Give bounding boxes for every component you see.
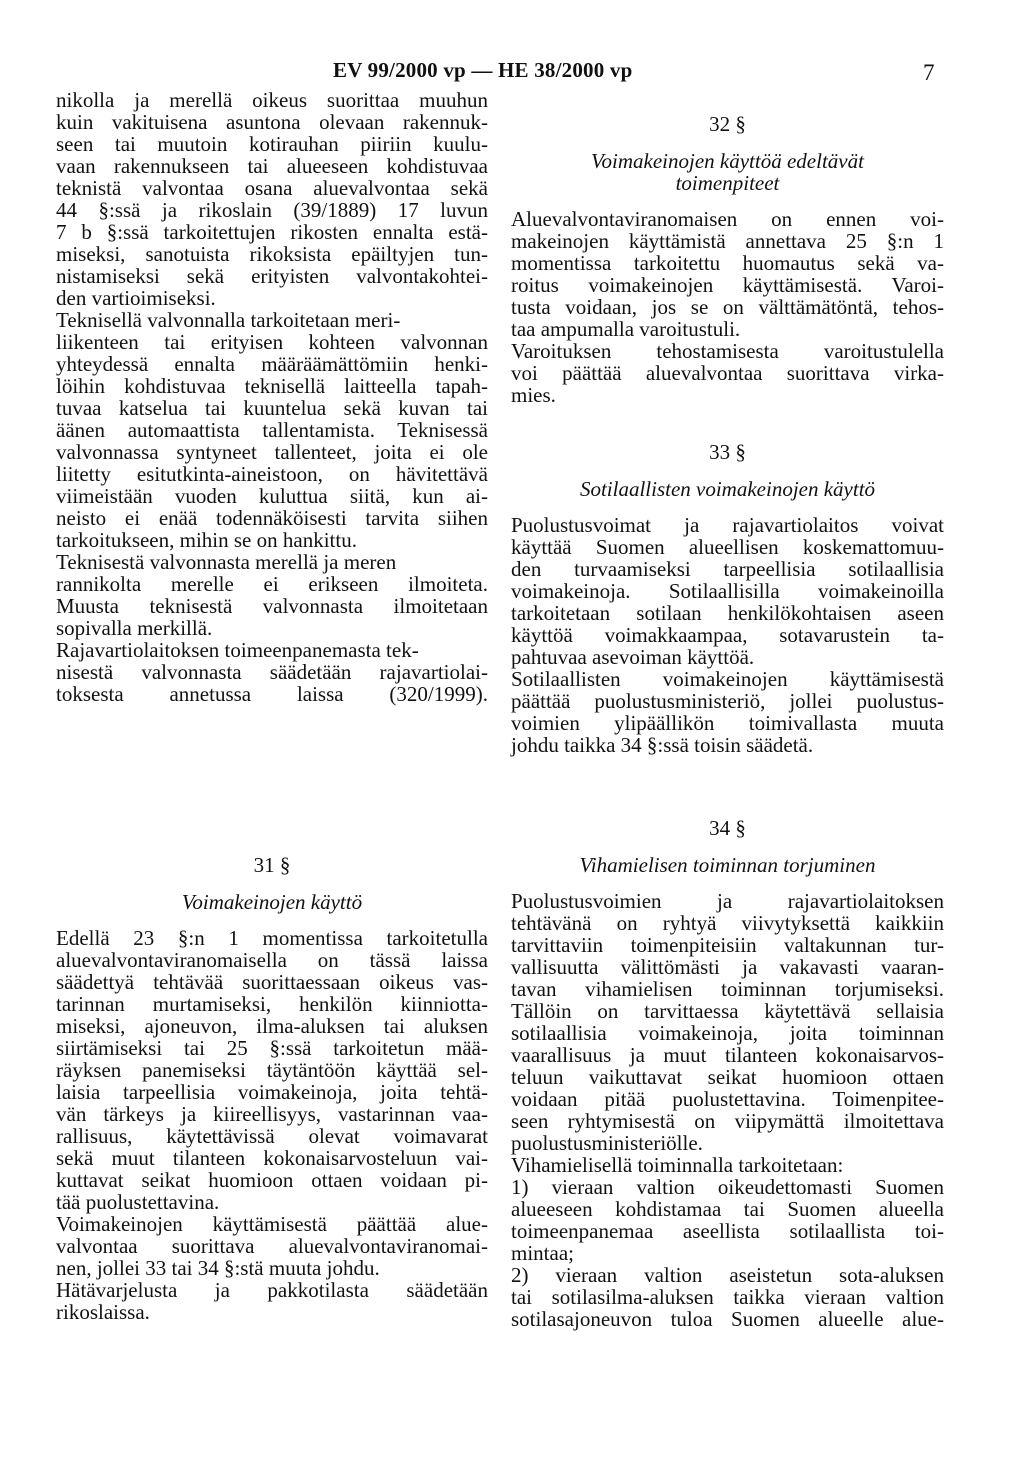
- text-line: voimien ylipäällikön toimivallasta muuta: [511, 711, 944, 735]
- text-line: aluevalvontaviranomaisella on tässä laissa: [56, 948, 488, 972]
- text-line: löihin kohdistuvaa teknisellä laitteella tapah-: [56, 374, 488, 398]
- text-line: liitetty esitutkinta-aineistoon, on hävitettävä: [56, 462, 488, 486]
- text-line: Muusta teknisestä valvonnasta ilmoitetaan: [56, 594, 488, 618]
- text-line: valvonnassa syntyneet tallenteet, joita ei ole: [56, 440, 488, 464]
- text-line: roitus voimakeinojen käyttämisestä. Varoi-: [511, 273, 944, 297]
- section-33-number: 33 §: [709, 440, 746, 464]
- text-line: päättää puolustusministeriö, jollei puolustus-: [511, 689, 944, 713]
- text-line: toksesta annetussa laissa (320/1999).: [56, 682, 488, 706]
- text-line: 2) vieraan valtion aseistetun sota-aluksen: [511, 1263, 944, 1287]
- text-line: alueeseen kohdistamaa tai Suomen alueella: [511, 1197, 944, 1221]
- text-line: nisestä valvonnasta säädetään rajavartiolai-: [56, 660, 488, 684]
- text-line: Sotilaallisten voimakeinojen käyttämisestä: [511, 667, 944, 691]
- text-line: tarkoitetaan sotilaan henkilökohtaisen aseen: [511, 601, 944, 625]
- text-line: Voimakeinojen käyttämisestä päättää alue-: [56, 1212, 488, 1236]
- text-line: Hätävarjelusta ja pakkotilasta säädetään: [56, 1278, 488, 1302]
- text-line: laisia tarpeellisia voimakeinoja, joita tehtä-: [56, 1080, 488, 1104]
- text-line: kuin vakituisena asuntona olevaan rakennuk-: [56, 110, 488, 134]
- text-line: momentissa tarkoitettu huomautus sekä va-: [511, 251, 944, 275]
- text-line: viimeistään vuoden kuluttua siitä, kun ai-: [56, 484, 488, 508]
- section-33-body: [511, 514, 944, 756]
- text-line: seen tai muutoin kotirauhan piiriin kuulu-: [56, 132, 488, 156]
- text-line: Vihamielisellä toiminnalla tarkoitetaan:: [511, 1153, 844, 1177]
- text-line: 44 §:ssä ja rikoslain (39/1889) 17 luvun: [56, 198, 488, 222]
- section-32-number: 32 §: [709, 112, 746, 136]
- text-line: miseksi, sanotuista rikoksista epäiltyjen tun-: [56, 242, 488, 266]
- text-line: puolustusministeriölle.: [511, 1131, 703, 1155]
- section-34: [511, 816, 944, 1330]
- text-line: vaarallisuus ja muut tilanteen kokonaisarvos-: [511, 1043, 944, 1067]
- text-line: seen ryhtymisestä on viipymättä ilmoitettava: [511, 1109, 944, 1133]
- text-line: voi päättää aluevalvontaa suorittava virka-: [511, 361, 944, 385]
- text-line: räyksen panemiseksi täytäntöön käyttää sel-: [56, 1058, 488, 1082]
- text-line: nikolla ja merellä oikeus suorittaa muuhun: [56, 88, 488, 112]
- text-line: sopivalla merkillä.: [56, 616, 213, 640]
- text-line: Rajavartiolaitoksen toimeenpanemasta tek-: [56, 638, 419, 662]
- text-line: neisto ei enää todennäköisesti tarvita siihen: [56, 506, 488, 530]
- right-column: [511, 112, 944, 1330]
- text-line: tusta voidaan, jos se on välttämätöntä, tehos-: [511, 295, 944, 319]
- text-line: Puolustusvoimat ja rajavartiolaitos voivat: [511, 513, 944, 537]
- text-line: sotilaallisia voimakeinoja, joita toiminnan: [511, 1021, 944, 1045]
- text-line: mies.: [511, 383, 556, 407]
- text-line: liikenteen tai erityisen kohteen valvonnan: [56, 330, 488, 354]
- section-32: [511, 112, 944, 406]
- text-line: nistamiseksi sekä erityisten valvontakohtei-: [56, 264, 488, 288]
- page-number: 7: [923, 60, 935, 85]
- page-header: [0, 58, 1024, 88]
- text-line: sekä muut tilanteen kokonaisarvosteluun vai-: [56, 1146, 488, 1170]
- text-line: taa ampumalla varoitustuli.: [511, 317, 741, 341]
- text-line: Tällöin on tarvittaessa käytettävä sellaisia: [511, 999, 944, 1023]
- section-34-number: 34 §: [709, 816, 746, 840]
- text-line: 7 b §:ssä tarkoitettujen rikosten ennalta estä-: [56, 220, 488, 244]
- text-line: makeinojen käyttämistä annettava 25 §:n 1: [511, 229, 944, 253]
- text-line: tai sotilasilma-aluksen taikka vieraan valtion: [511, 1285, 944, 1309]
- text-line: Varoituksen tehostamisesta varoitustulella: [511, 339, 944, 363]
- text-line: tarvittaviin toimenpiteisiin valtakunnan tur-: [511, 933, 944, 957]
- section-32-title-line-1: Voimakeinojen käyttöä edeltävät: [591, 149, 864, 173]
- text-line: mintaa;: [511, 1241, 574, 1265]
- section-31: [56, 853, 488, 1323]
- text-line: Edellä 23 §:n 1 momentissa tarkoitetulla: [56, 926, 488, 950]
- section-34-body: [511, 890, 944, 1330]
- text-line: teknistä valvontaa osana aluevalvontaa sekä: [56, 176, 488, 200]
- text-line: kuttavat seikat huomioon ottaen voidaan pi-: [56, 1168, 488, 1192]
- text-line: den turvaamiseksi tarpeellisia sotilaallisia: [511, 557, 944, 581]
- text-line: vän tärkeys ja kiireellisyys, vastarinnan vaa-: [56, 1102, 488, 1126]
- text-line: vaan rakennukseen tai alueeseen kohdistuvaa: [56, 154, 488, 178]
- section-32-title-line-2: toimenpiteet: [675, 171, 780, 195]
- text-line: tää puolustettavina.: [56, 1190, 220, 1214]
- text-line: käyttää Suomen alueellisen koskemattomuu-: [511, 535, 944, 559]
- section-31-title: Voimakeinojen käyttö: [181, 890, 363, 914]
- left-column-continuation: [56, 89, 488, 705]
- text-line: tavan vihamielisen toiminnan torjumiseksi.: [511, 977, 944, 1001]
- text-line: nen, jollei 33 tai 34 §:stä muuta johdu.: [56, 1256, 380, 1280]
- text-line: rallisuus, käytettävissä olevat voimavarat: [56, 1124, 488, 1148]
- section-33: [511, 440, 944, 756]
- text-line: toimeenpanemaa aseellista sotilaallista toi-: [511, 1219, 944, 1243]
- text-line: Aluevalvontaviranomaisen on ennen voi-: [511, 207, 944, 231]
- text-line: käyttöä voimakkaampaa, sotavarustein ta-: [511, 623, 944, 647]
- section-32-title: [511, 150, 944, 194]
- text-line: Teknisellä valvonnalla tarkoitetaan meri-: [56, 308, 401, 332]
- running-header: EV 99/2000 vp — HE 38/2000 vp: [333, 58, 633, 82]
- text-line: tehtävänä on ryhtyä viivytyksettä kaikkiin: [511, 911, 944, 935]
- text-line: voidaan pitää puolustettavina. Toimenpitee-: [511, 1087, 944, 1111]
- text-line: miseksi, ajoneuvon, ilma-aluksen tai aluksen: [56, 1014, 488, 1038]
- section-33-title: Sotilaallisten voimakeinojen käyttö: [579, 477, 876, 501]
- text-line: siirtämiseksi tai 25 §:ssä tarkoitetun mää-: [56, 1036, 488, 1060]
- text-line: valvontaa suorittava aluevalvontaviranomai-: [56, 1234, 488, 1258]
- text-line: pahtuvaa asevoiman käyttöä.: [511, 645, 755, 669]
- text-line: yhteydessä ennalta määräämättömiin henki-: [56, 352, 488, 376]
- text-line: tarkoitukseen, mihin se on hankittu.: [56, 528, 357, 552]
- text-line: johdu taikka 34 §:ssä toisin säädetä.: [511, 733, 814, 757]
- text-line: Puolustusvoimien ja rajavartiolaitoksen: [511, 889, 944, 913]
- text-line: tuvaa katselua tai kuuntelua sekä kuvan tai: [56, 396, 488, 420]
- section-32-body: [511, 208, 944, 406]
- text-line: äänen automaattista tallentamista. Teknisessä: [56, 418, 488, 442]
- section-31-number: 31 §: [253, 853, 291, 877]
- text-line: rikoslaissa.: [56, 1300, 150, 1324]
- text-line: Teknisestä valvonnasta merellä ja meren: [56, 550, 397, 574]
- text-line: säädettyä tehtävää suorittaessaan oikeus vas-: [56, 970, 488, 994]
- text-line: tarinnan murtamiseksi, henkilön kiinniotta-: [56, 992, 488, 1016]
- text-line: teluun vaikuttavat seikat huomioon ottaen: [511, 1065, 944, 1089]
- text-line: sotilasajoneuvon tuloa Suomen alueelle alue-: [511, 1307, 944, 1331]
- text-line: voimakeinoja. Sotilaallisilla voimakeinoilla: [511, 579, 944, 603]
- text-line: den vartioimiseksi.: [56, 286, 216, 310]
- section-31-body: [56, 927, 488, 1323]
- text-line: rannikolta merelle ei erikseen ilmoiteta.: [56, 572, 488, 596]
- text-line: 1) vieraan valtion oikeudettomasti Suomen: [511, 1175, 944, 1199]
- text-line: vallisuutta välittömästi ja vakavasti vaaran-: [511, 955, 944, 979]
- section-34-title: Vihamielisen toiminnan torjuminen: [579, 853, 876, 877]
